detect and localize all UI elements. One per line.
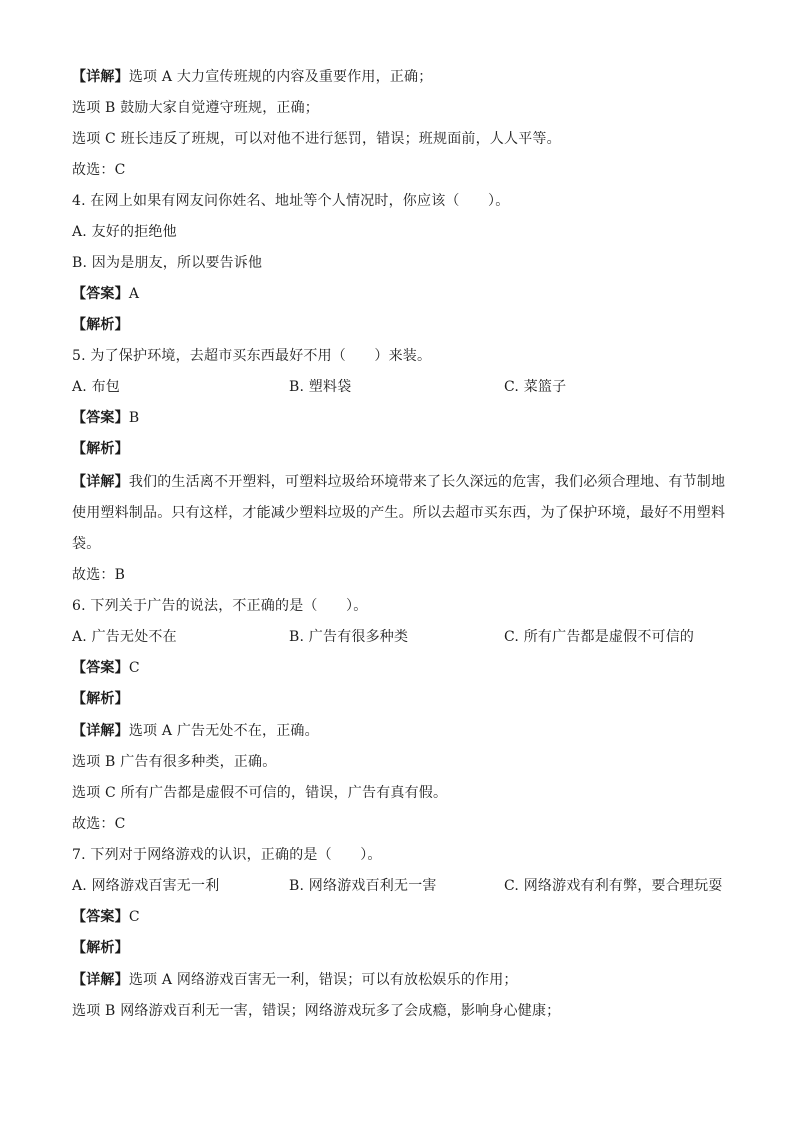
q6-answer-line [72,657,732,679]
q5-detail-text-1: 我们的生活离不开塑料，可塑料垃圾给环境带来了长久深远的危害，我们必须合理地、有节制地 [128,474,726,490]
q5-detail-line-3: 袋。 [72,536,101,552]
q6-option-a: A. 广告无处不在 [72,629,177,645]
answer-tag: 【答案】 [72,410,129,426]
q6-choice: 故选：C [72,816,126,832]
q6-option-b: B. 广告有很多种类 [289,629,409,645]
q7-options [72,875,732,897]
detail-tag: 【详解】 [72,474,129,490]
detail-tag: 【详解】 [72,723,129,739]
q6-analysis-tag [72,688,732,710]
q5-option-a: A. 布包 [72,379,121,395]
q5-detail-line-2: 使用塑料制品。只有这样，才能减少塑料垃圾的产生。所以去超市买东西，为了保护环境，最好不用塑料 [72,505,726,521]
q6-detail-line-3: 选项 C 所有广告都是虚假不可信的，错误，广告有真有假。 [72,785,448,801]
analysis-tag: 【解析】 [72,441,129,457]
q4-option-b: B. 因为是朋友，所以要告诉他 [72,255,263,271]
q5-option-b: B. 塑料袋 [289,379,352,395]
q3-detail-line-3: 选项 C 班长违反了班规，可以对他不进行惩罚，错误；班规面前，人人平等。 [72,131,561,147]
q3-detail-text-1: 选项 A 大力宣传班规的内容及重要作用，正确； [128,69,433,85]
answer-tag: 【答案】 [72,286,129,302]
q7-analysis-tag [72,937,732,959]
answer-tag: 【答案】 [72,909,129,925]
q6-detail-text-1: 选项 A 广告无处不在，正确。 [128,723,319,739]
q5-answer-line [72,407,732,429]
q4-answer-value: A [128,286,140,302]
q5-question: 5. 为了保护环境，去超市买东西最好不用（ ）来装。 [72,348,432,364]
q6-detail-line-2: 选项 B 广告有很多种类，正确。 [72,754,277,770]
q5-answer-value: B [128,410,140,426]
q6-option-c: C. 所有广告都是虚假不可信的 [504,629,695,645]
q7-answer-line [72,906,732,928]
analysis-tag: 【解析】 [72,940,129,956]
q6-answer-value: C [128,660,140,676]
q3-choice: 故选：C [72,162,126,178]
q5-detail-line-1 [72,471,732,493]
q4-answer-line [72,283,732,305]
analysis-tag: 【解析】 [72,691,129,707]
q7-detail-line-1 [72,969,732,991]
q7-detail-line-2: 选项 B 网络游戏百利无一害，错误；网络游戏玩多了会成瘾，影响身心健康； [72,1003,561,1019]
q6-options [72,626,732,648]
q7-option-b: B. 网络游戏百利无一害 [289,878,437,894]
q4-question: 4. 在网上如果有网友问你姓名、地址等个人情况时，你应该（ ）。 [72,193,510,209]
q4-option-a: A. 友好的拒绝他 [72,224,177,240]
detail-tag: 【详解】 [72,69,129,85]
detail-tag: 【详解】 [72,972,129,988]
answer-tag: 【答案】 [72,660,129,676]
q5-choice: 故选：B [72,567,126,583]
q3-detail-line-2: 选项 B 鼓励大家自觉遵守班规，正确； [72,100,319,116]
q3-detail-line-1 [72,66,732,88]
q7-question: 7. 下列对于网络游戏的认识，正确的是（ ）。 [72,847,382,863]
analysis-tag: 【解析】 [72,317,129,333]
q7-answer-value: C [128,909,140,925]
q5-option-c: C. 菜篮子 [504,379,567,395]
q6-question: 6. 下列关于广告的说法，不正确的是（ ）。 [72,598,368,614]
q6-detail-line-1 [72,720,732,742]
q5-options [72,376,732,398]
q7-option-a: A. 网络游戏百害无一利 [72,878,220,894]
q7-detail-text-1: 选项 A 网络游戏百害无一利，错误；可以有放松娱乐的作用； [128,972,518,988]
q7-option-c: C. 网络游戏有利有弊，要合理玩耍 [504,878,723,894]
q5-analysis-tag [72,438,732,460]
q4-analysis-tag [72,314,732,336]
